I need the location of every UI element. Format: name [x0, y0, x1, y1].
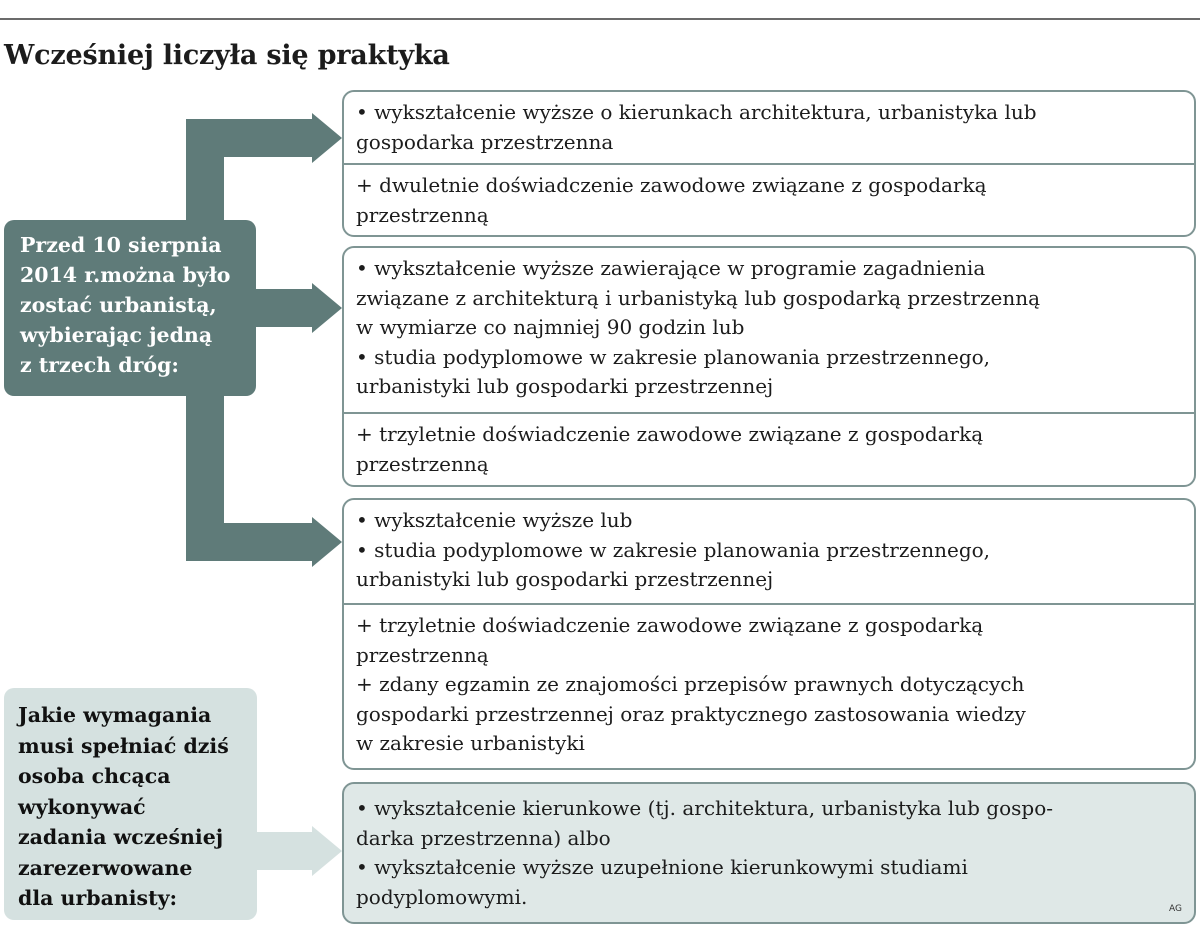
text-line: • wykształcenie wyższe uzupełnione kierunkowymi studiami — [356, 855, 968, 879]
label-line: wybierając jedną — [20, 323, 213, 347]
path-1-requirement — [344, 92, 1194, 163]
label-line: zostać urbanistą, — [20, 293, 217, 317]
text-line: podyplomowymi. — [356, 884, 528, 909]
arrow-1-head — [312, 113, 342, 163]
text-line: przestrzenną — [356, 642, 489, 667]
question-line: zadania wcześniej — [18, 825, 224, 849]
arrow-3-shaft — [186, 523, 316, 561]
text-line: • wykształcenie wyższe o kierunkach architektura, urbanistyka lub — [356, 100, 1037, 124]
text-line: gospodarka przestrzenna — [356, 129, 614, 154]
page-title: Wcześniej liczyła się praktyka — [4, 40, 450, 71]
text-line: w wymiarze co najmniej 90 godzin lub — [356, 315, 745, 339]
text-line: • wykształcenie wyższe lub — [356, 508, 633, 532]
text-line: gospodarki przestrzennej oraz praktycznego zastosowania wiedzy — [356, 701, 1026, 726]
path-2-requirement — [344, 248, 1194, 412]
historic-paths-label — [4, 220, 256, 396]
text-line: + trzyletnie doświadczenie zawodowe związane z gospodarką — [356, 613, 984, 637]
text-line: darka przestrzenna) albo — [356, 825, 611, 850]
text-line: • studia podyplomowe w zakresie planowania przestrzennego, — [356, 537, 991, 562]
text-line: przestrzenną — [356, 451, 489, 476]
question-line: dla urbanisty: — [18, 886, 178, 910]
text-line: + trzyletnie doświadczenie zawodowe związane z gospodarką — [356, 422, 984, 446]
current-requirements-box — [342, 782, 1196, 924]
text-line: • studia podyplomowe w zakresie planowania przestrzennego, — [356, 344, 991, 369]
text-line: + zdany egzamin ze znajomości przepisów prawnych dotyczących — [356, 672, 1025, 696]
question-line: Jakie wymagania — [18, 703, 212, 727]
label-line: z trzech dróg: — [20, 353, 179, 377]
current-requirements-text — [344, 784, 1194, 912]
label-line: Przed 10 sierpnia — [20, 233, 222, 257]
current-requirements-question — [4, 688, 257, 920]
path-2-addition — [344, 412, 1194, 479]
path-2-box — [342, 246, 1196, 487]
arrow-1-shaft — [186, 119, 316, 157]
path-3-box — [342, 498, 1196, 770]
question-line: osoba chcąca — [18, 764, 171, 788]
text-line: urbanistyki lub gospodarki przestrzennej — [356, 374, 774, 398]
question-line: musi spełniać dziś — [18, 733, 229, 758]
label-line: 2014 r.można było — [20, 263, 231, 287]
path-1-box — [342, 90, 1196, 237]
question-line: zarezerwowane — [18, 855, 193, 880]
arrow-4-shaft — [256, 832, 316, 870]
arrow-2-shaft — [254, 289, 316, 327]
text-line: • wykształcenie kierunkowe (tj. architektura, urbanistyka lub gospo- — [356, 796, 1054, 820]
text-line: urbanistyki lub gospodarki przestrzennej — [356, 567, 774, 591]
arrow-2-head — [312, 283, 342, 333]
question-line: wykonywać — [18, 794, 146, 819]
path-1-addition — [344, 163, 1194, 230]
text-line: związane z architekturą i urbanistyką lub gospodarką przestrzenną — [356, 285, 1041, 310]
arrow-3-head — [312, 517, 342, 567]
text-line: • wykształcenie wyższe zawierające w programie zagadnienia — [356, 256, 986, 280]
text-line: + dwuletnie doświadczenie zawodowe związane z gospodarką — [356, 173, 987, 197]
path-3-requirement — [344, 500, 1194, 603]
arrow-4-head — [312, 826, 342, 876]
text-line: w zakresie urbanistyki — [356, 731, 585, 755]
credit-mark: AG — [1169, 904, 1182, 914]
text-line: przestrzenną — [356, 202, 489, 227]
path-3-addition — [344, 603, 1194, 759]
